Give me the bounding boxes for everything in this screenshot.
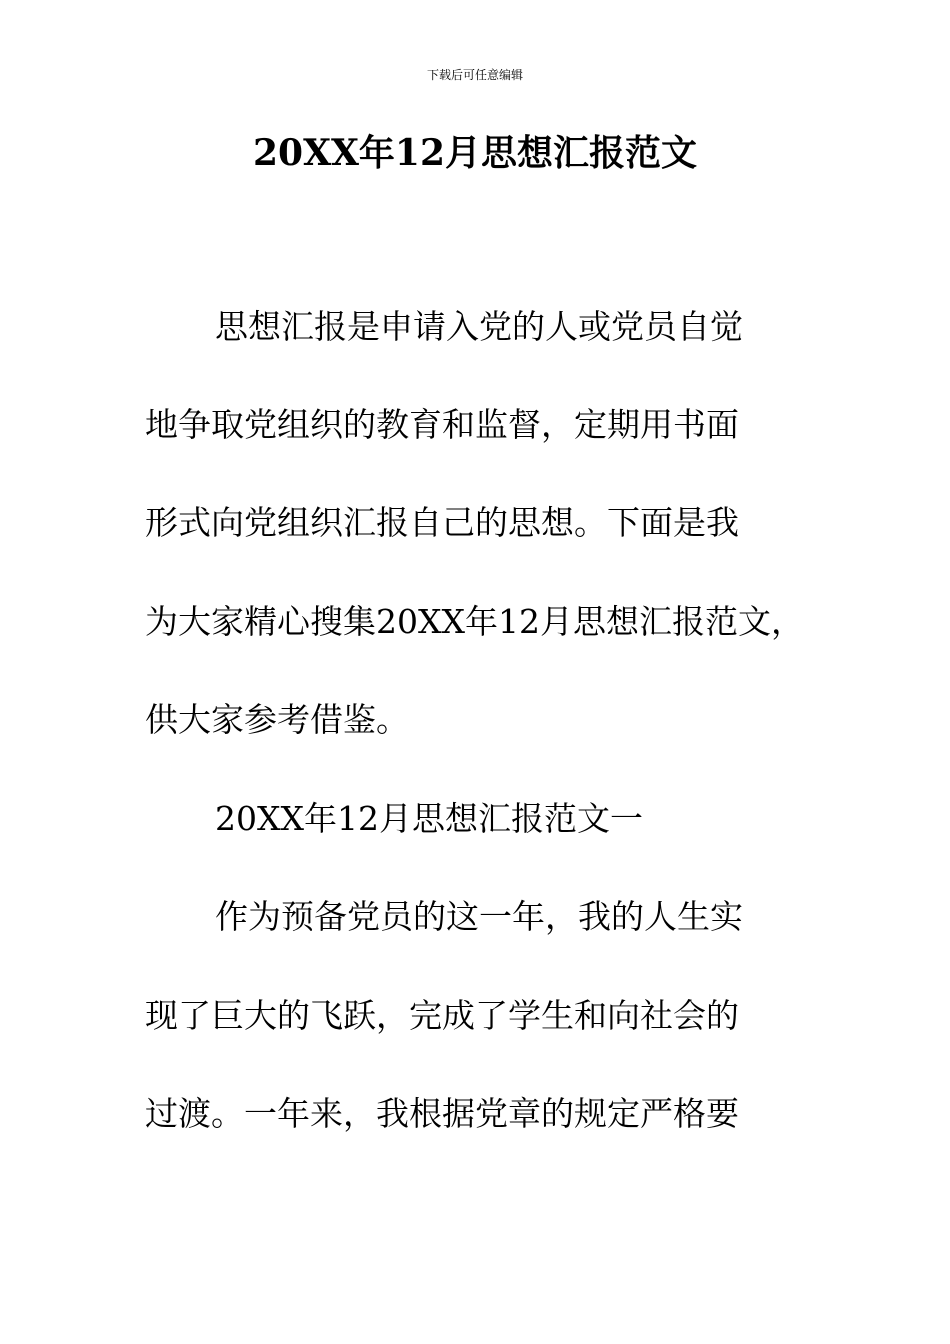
header-note: 下载后可任意编辑 — [426, 68, 523, 82]
body-line: 作为预备党员的这一年，我的人生实 — [215, 897, 743, 936]
document-title: 20XX年12月思想汇报范文 — [252, 132, 698, 174]
section-heading: 20XX年12月思想汇报范文一 — [215, 799, 643, 838]
body-line: 为大家精心搜集20XX年12月思想汇报范文， — [145, 602, 804, 641]
body-line: 形式向党组织汇报自己的思想。下面是我 — [145, 503, 739, 542]
body-line: 地争取党组织的教育和监督，定期用书面 — [145, 405, 739, 444]
body-line: 现了巨大的飞跃，完成了学生和向社会的 — [145, 996, 739, 1035]
body-line: 思想汇报是申请入党的人或党员自觉 — [215, 307, 743, 346]
body-line: 供大家参考借鉴。 — [145, 700, 409, 739]
body-line: 过渡。一年来，我根据党章的规定严格要 — [145, 1094, 739, 1133]
